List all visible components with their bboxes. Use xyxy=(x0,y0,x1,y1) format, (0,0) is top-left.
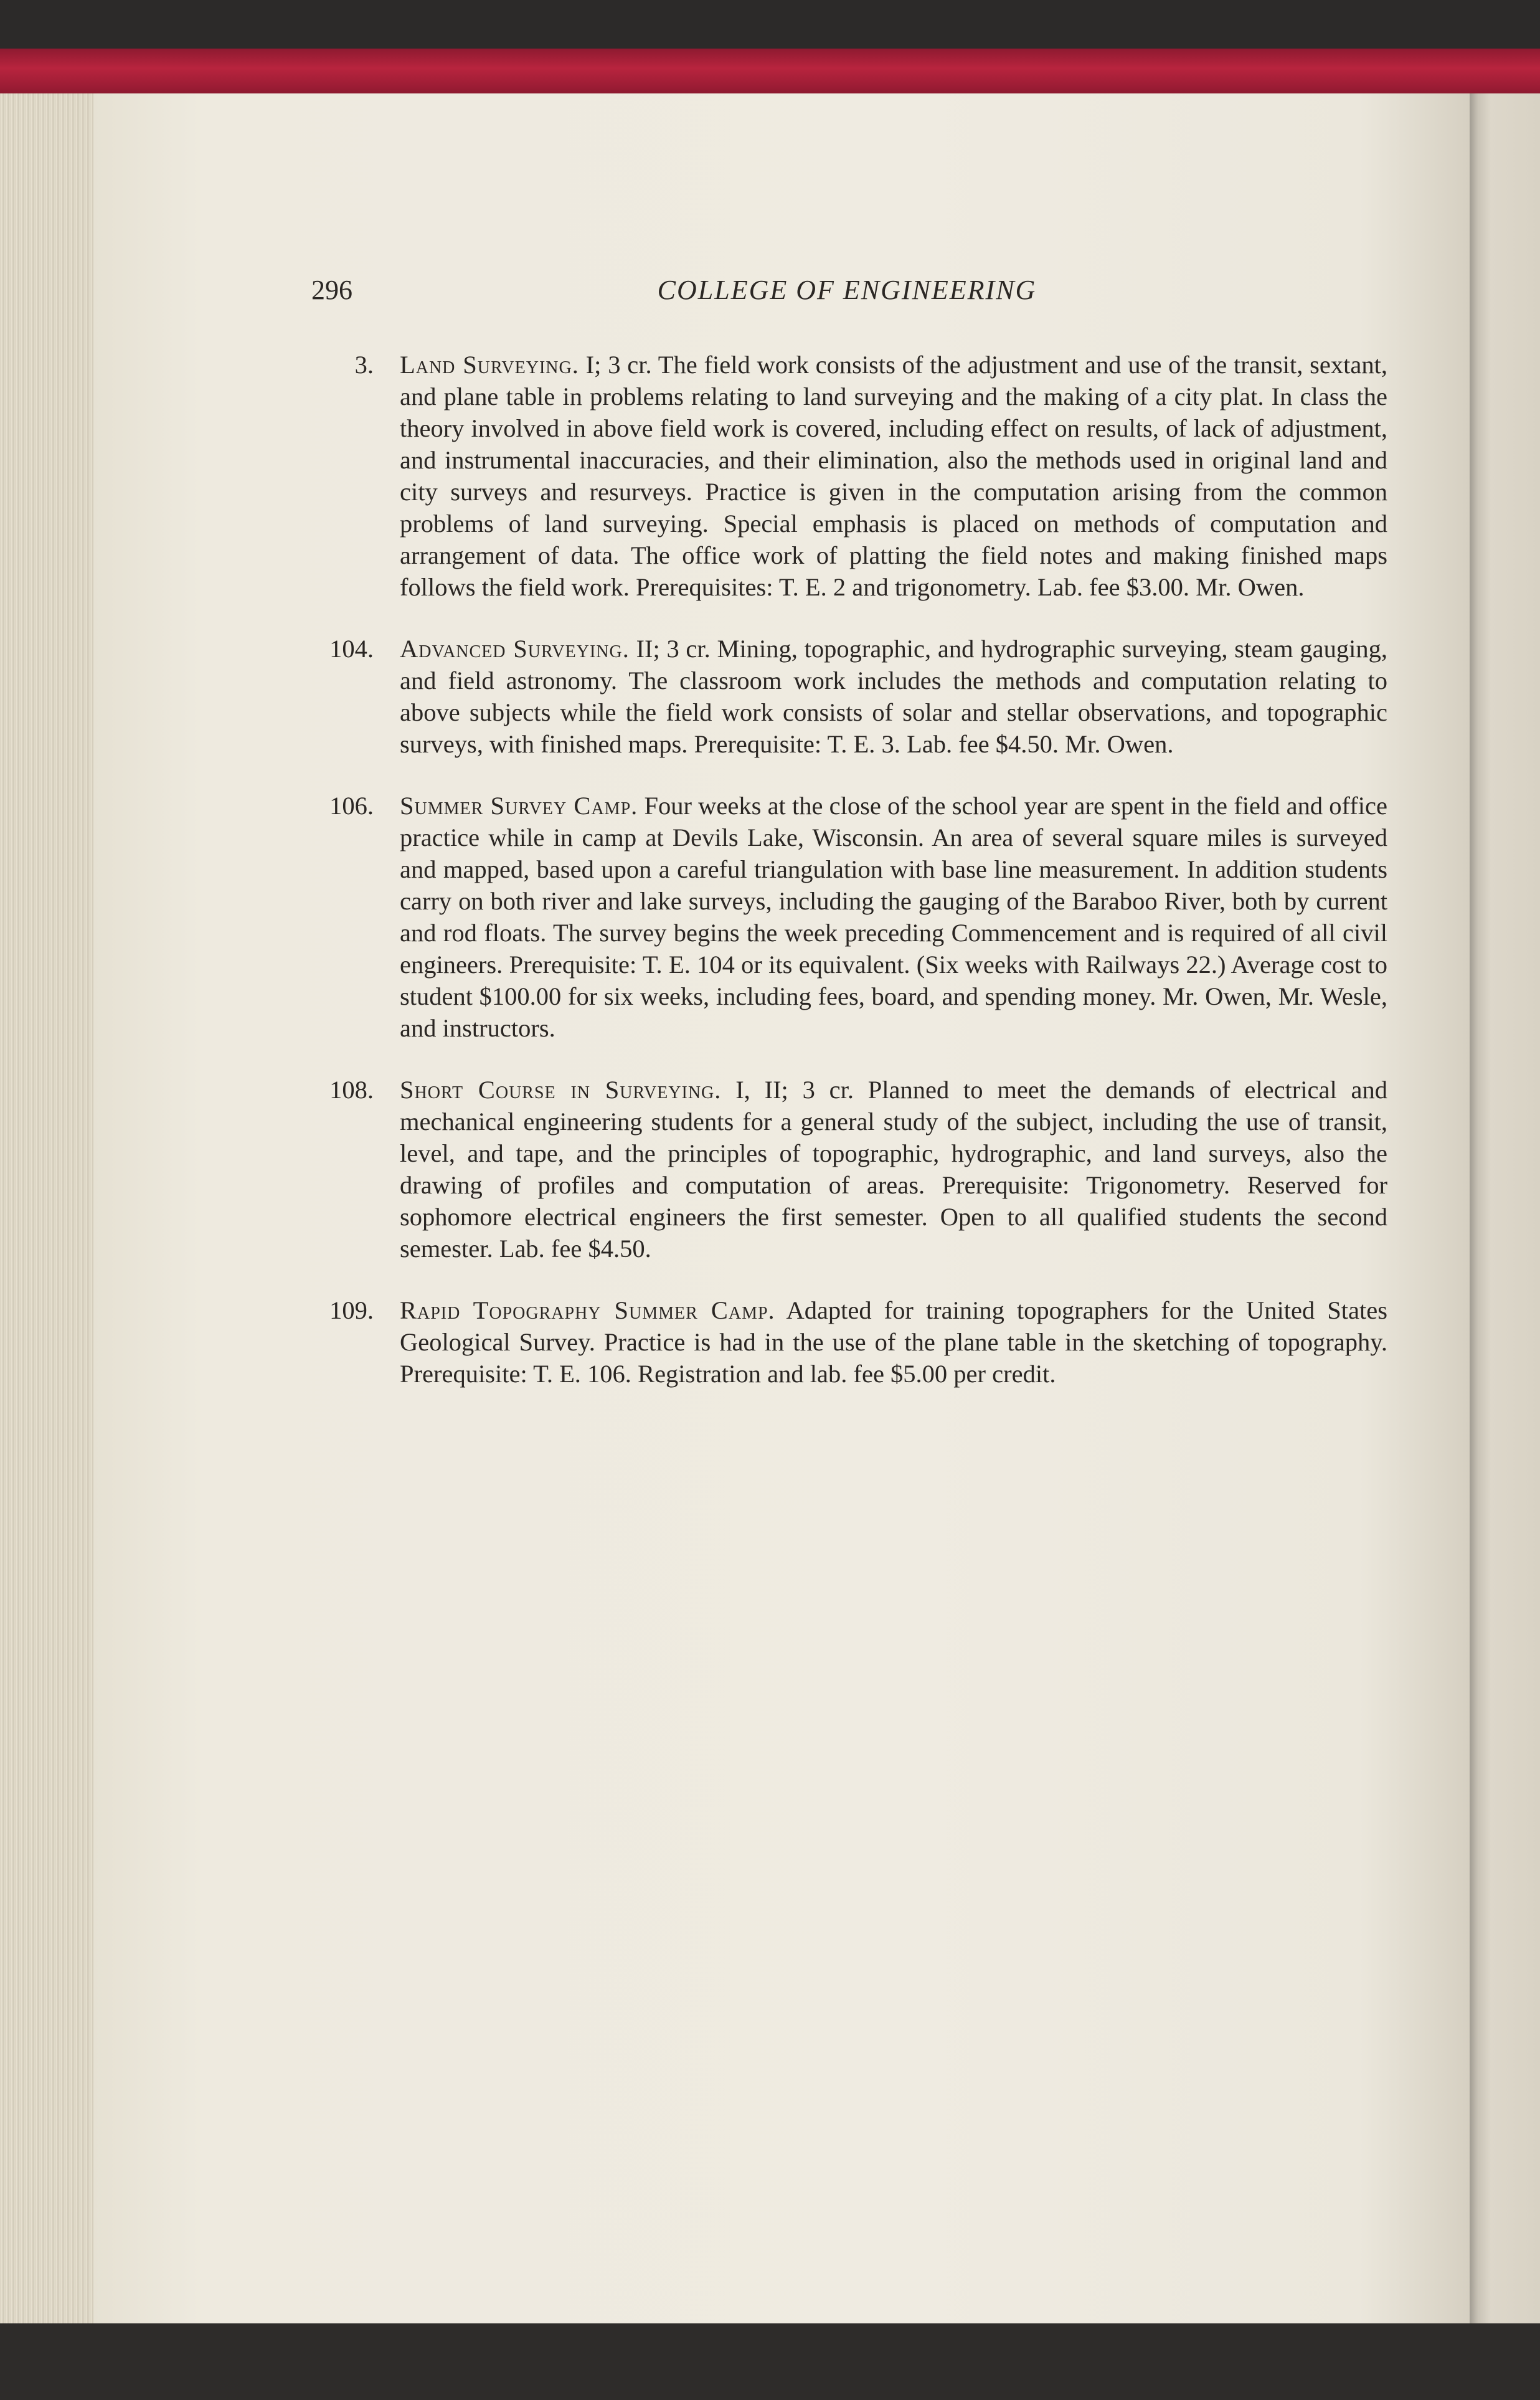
course-number: 109. xyxy=(329,1296,374,1324)
course-title: Short Course in Surveying. xyxy=(400,1076,722,1104)
course-number: 104. xyxy=(329,635,374,663)
course-title: Advanced Surveying. xyxy=(400,635,630,663)
course-number: 106. xyxy=(329,792,374,820)
running-head: COLLEGE OF ENGINEERING xyxy=(657,275,1037,305)
course-entry xyxy=(311,1294,1387,1390)
course-description: Four weeks at the close of the school year are spent in the field and office practice while in camp at Devils Lake, Wisconsin. An area of several square miles is surveyed and mapped, based upon a careful triangulation with base line measurement. In addition students carry on both river and lake surveys, including the gauging of the Baraboo River, both by current and rod floats. The survey begins the week preceding Commencement and is required of all civil engineers. Prerequisite: T. E. 104 or its equivalent. (Six weeks with Railways 22.) Average cost to student $100.00 for six weeks, including fees, board, and spending money. Mr. Owen, Mr. Wesle, and instructors. xyxy=(400,792,1387,1042)
course-text xyxy=(400,349,1387,603)
course-description: I, II; 3 cr. Planned to meet the demands of electrical and mechanical engineering students for a general study of the subject, including the use of transit, level, and tape, and the principles of topographic, hydrographic, and land surveys, also the drawing of profiles and computation of areas. Prerequisite: Trigonometry. Reserved for sophomore electrical engineers the first semester. Open to all qualified students the second semester. Lab. fee $4.50. xyxy=(400,1076,1387,1263)
course-number: 108. xyxy=(329,1076,374,1104)
course-description: Adapted for training topographers for the United States Geological Survey. Practice is had in the use of the plane table in the sketching of topography. Prerequisite: T. E. 106. Registration and lab. fee $5.00 per credit. xyxy=(400,1296,1387,1388)
course-description: I; 3 cr. The field work consists of the adjustment and use of the transit, sextant, and plane table in problems relating to land surveying and the making of a city plat. In class the theory involved in above field work is covered, including effect on results, of lack of adjustment, and instrumental inaccuracies, and their elimination, also the methods used in original land and city surveys and resurveys. Practice is given in the computation arising from the common problems of land surveying. Special emphasis is placed on methods of computation and arrangement of data. The office work of platting the field notes and making finished maps follows the field work. Prerequisites: T. E. 2 and trigonometry. Lab. fee $3.00. Mr. Owen. xyxy=(400,351,1388,601)
course-number: 3. xyxy=(354,351,374,379)
course-entry xyxy=(311,349,1387,603)
facing-page-edge xyxy=(1470,93,1540,2323)
course-entry xyxy=(311,790,1387,1044)
course-text xyxy=(400,1294,1387,1390)
course-entry xyxy=(311,633,1387,760)
course-entry xyxy=(311,1074,1387,1264)
bottom-background xyxy=(0,2323,1540,2400)
course-title: Land Surveying. xyxy=(400,351,579,379)
course-text xyxy=(400,790,1387,1044)
course-description: II; 3 cr. Mining, topographic, and hydrographic surveying, steam gauging, and field astronomy. The classroom work includes the methods and computation relating to above subjects while the field work consists of solar and stellar observations, and topographic surveys, with finished maps. Prerequisite: T. E. 3. Lab. fee $4.50. Mr. Owen. xyxy=(400,635,1387,758)
page-number: 296 xyxy=(311,275,352,305)
course-title: Summer Survey Camp. xyxy=(400,792,638,820)
page-header xyxy=(311,274,1382,311)
course-title: Rapid Topography Summer Camp. xyxy=(400,1296,775,1324)
course-text xyxy=(400,1074,1387,1264)
course-text xyxy=(400,633,1387,760)
course-list xyxy=(311,349,1387,1420)
